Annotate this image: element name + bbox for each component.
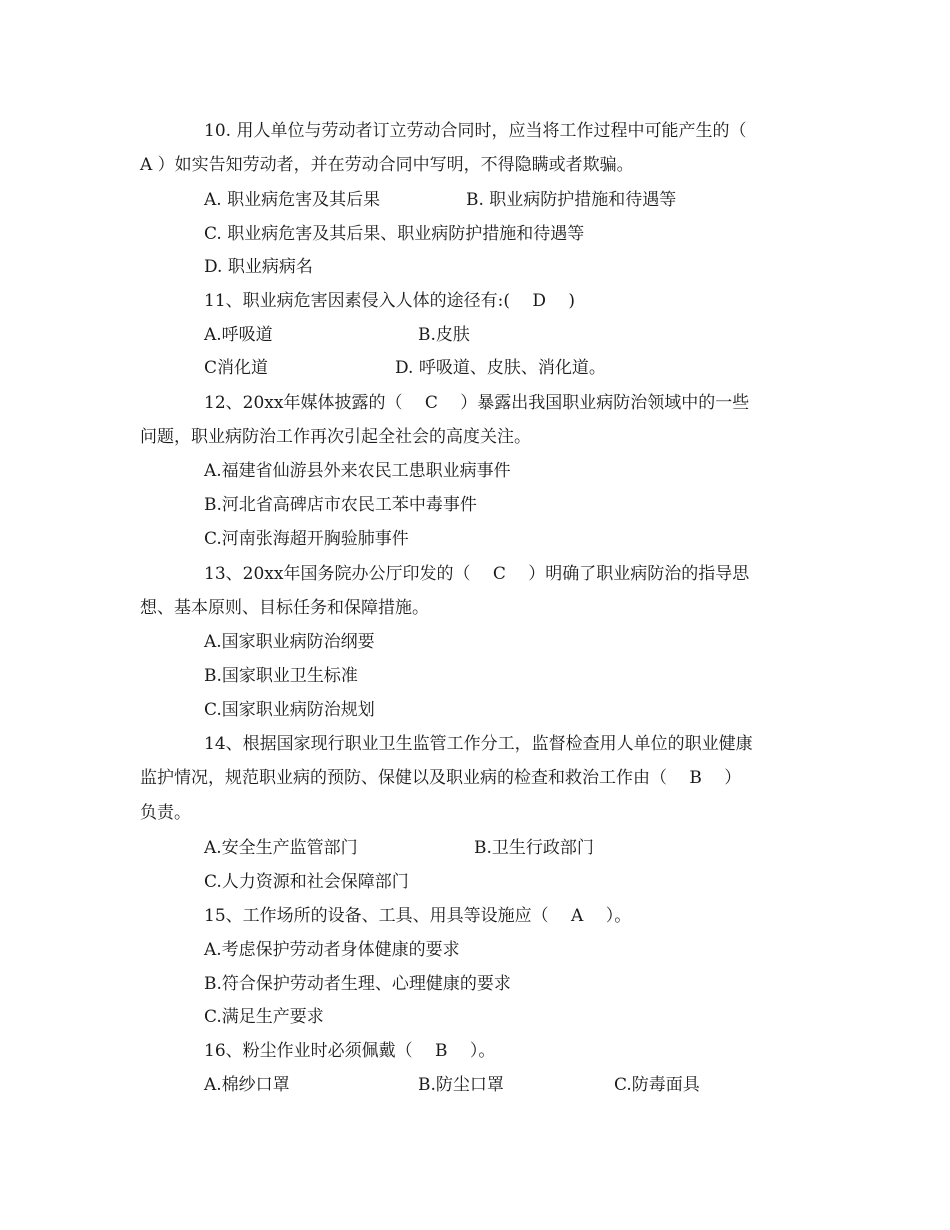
q13-line1: 13、20xx年国务院办公厅印发的（ C ）明确了职业病防治的指导思 — [204, 564, 750, 584]
q12-line2: 问题，职业病防治工作再次引起全社会的高度关注。 — [140, 427, 531, 447]
q16-option-a: A.棉纱口罩 — [204, 1075, 290, 1095]
q10-option-c: C. 职业病危害及其后果、职业病防护措施和待遇等 — [204, 224, 585, 244]
q15-line1: 15、工作场所的设备、工具、用具等设施应（ A ）。 — [204, 906, 632, 926]
q11-option-b: B.皮肤 — [418, 325, 470, 345]
q10-line1: 10. 用人单位与劳动者订立劳动合同时，应当将工作过程中可能产生的（ — [204, 121, 747, 141]
q12-line1: 12、20xx年媒体披露的（ C ）暴露出我国职业病防治领域中的一些 — [204, 393, 750, 413]
q12-option-b: B.河北省高碑店市农民工苯中毒事件 — [204, 495, 477, 515]
q11-option-a: A.呼吸道 — [204, 325, 273, 345]
q14-line3: 负责。 — [140, 803, 191, 823]
q11-option-c: C消化道 — [204, 358, 269, 378]
q12-option-a: A.福建省仙游县外来农民工患职业病事件 — [204, 461, 511, 481]
q13-option-a: A.国家职业病防治纲要 — [204, 632, 375, 652]
q14-line2: 监护情况，规范职业病的预防、保健以及职业病的检查和救治工作由（ B ） — [140, 768, 742, 788]
q10-option-a: A. 职业病危害及其后果 — [204, 190, 381, 210]
q14-option-b: B.卫生行政部门 — [474, 838, 594, 858]
q15-option-b: B.符合保护劳动者生理、心理健康的要求 — [204, 974, 511, 994]
q11-line1: 11、职业病危害因素侵入人体的途径有:( D ) — [204, 291, 576, 311]
q12-option-c: C.河南张海超开胸验肺事件 — [204, 529, 409, 549]
q11-option-d: D. 呼吸道、皮肤、消化道。 — [395, 358, 606, 378]
q15-option-c: C.满足生产要求 — [204, 1007, 324, 1027]
q10-line2: A ）如实告知劳动者，并在劳动合同中写明，不得隐瞒或者欺骗。 — [140, 155, 634, 175]
q13-line2: 想、基本原则、目标任务和保障措施。 — [140, 598, 429, 618]
q16-option-c: C.防毒面具 — [614, 1075, 700, 1095]
q13-option-b: B.国家职业卫生标准 — [204, 666, 358, 686]
q10-option-d: D. 职业病病名 — [204, 257, 313, 277]
q16-line1: 16、粉尘作业时必须佩戴（ B ）。 — [204, 1041, 496, 1061]
q13-option-c: C.国家职业病防治规划 — [204, 700, 375, 720]
q14-option-c: C.人力资源和社会保障部门 — [204, 872, 409, 892]
q14-line1: 14、根据国家现行职业卫生监管工作分工，监督检查用人单位的职业健康 — [204, 734, 753, 754]
q10-option-b: B. 职业病防护措施和待遇等 — [466, 190, 677, 210]
q14-option-a: A.安全生产监管部门 — [204, 838, 358, 858]
q16-option-b: B.防尘口罩 — [418, 1075, 504, 1095]
q15-option-a: A.考虑保护劳动者身体健康的要求 — [204, 940, 460, 960]
